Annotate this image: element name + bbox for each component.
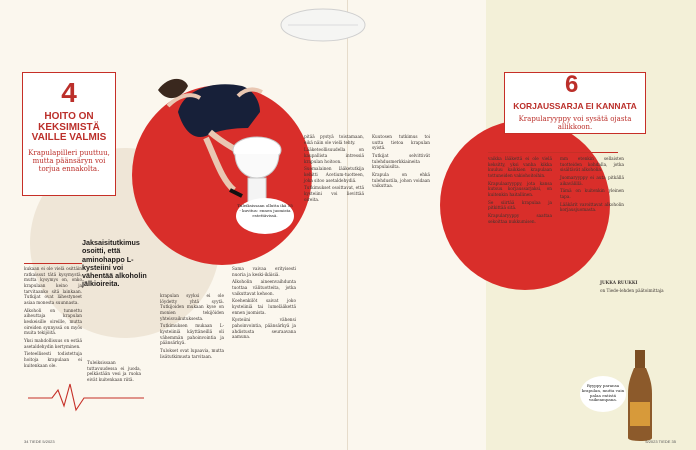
section-headline: HOITO ON KEKSIMISTÄ VAILLE VALMIS (31, 111, 107, 143)
photo-caption (236, 198, 294, 234)
paragraph: Tämä on kuitenkin yleinen tapa. (560, 188, 624, 200)
paragraph: kukaan ei ole vielä osittäin ratkaissut tätä kysymystä, mutta kysymys on, onko krapulaan keino ja tarvitaanko sitä lainkaan. Tutkijat ovat lähestyneet asiaa monesta suunnasta. (24, 266, 82, 306)
paragraph: pitää pystyä toistamaan, eikä näin ole vielä tehty. (304, 134, 364, 145)
paragraph: Kuutosen tutkimus toi uutta tietoa krapulan syistä. (372, 134, 430, 151)
paragraph: vaikka lääkettä ei ole vielä keksitty, yksi vanha kikka kuuluu kaikkien krapulaan tottuneiden vakiohoitoihin. (488, 156, 552, 179)
paragraph: Tutkijat selvittivät tulehdusmerkkiaineita krapulaisilta. (372, 153, 430, 170)
pill-icon (278, 4, 368, 46)
section-number: 4 (61, 77, 77, 108)
right-column-d (560, 156, 624, 215)
right-column-a (304, 134, 364, 204)
divider (24, 263, 82, 264)
paragraph: Koehenkilöt saivat joko kysteiiniä tai lumelääkettä ennen juomista. (232, 298, 296, 315)
paragraph: Lääkärit varoittavat alkoholin korjausjuomasta. (560, 201, 624, 213)
left-column-1 (24, 266, 82, 370)
left-column-3 (232, 266, 296, 342)
paragraph: krapulan syyksi ei ole löydetty yhtä syytä. Tutkijoiden mukaan kyse on monien tekijöiden yhteisvaikutuksesta. (160, 293, 224, 321)
paragraph: Lääketeollisuudella on kaupallista intressiä krapulan hoitoon. (304, 147, 364, 164)
paragraph: Alkoholi on tunnettu aiheuttaja krapulan keskeisille oireille, mutta oireiden synnyssä on myös muita tekijöitä. (24, 307, 82, 336)
left-column-2 (160, 293, 224, 361)
signature-note: on Tiede-lehden päätoimittaja (600, 287, 664, 293)
paragraph: mm etenkin sellaisten tuotteiden kohdalla, jotka sisältävät alkoholia. (560, 156, 624, 173)
heartbeat-line (28, 380, 144, 415)
right-column-b (372, 134, 430, 191)
section-deck: Krapulapilleri puuttuu, mutta päänsäryn voi torjua ennakolta. (28, 148, 110, 174)
section-number-right: 6 (565, 71, 579, 98)
bottle-icon (620, 350, 660, 446)
section-deck-right: Krapularyyppy voi sysätä ojasta allikkoon. (518, 115, 632, 132)
paragraph: Krapularyyppy saattaa sekoittaa nukkumisen. (488, 213, 552, 224)
page-gutter (347, 0, 348, 450)
signature-name: JUKKA RUUKKI (600, 280, 638, 285)
paragraph: Yksi mahdollisuus on estää asetaldehydin kertyminen. (24, 338, 82, 349)
section-headline-right: KORJAUSSARJA EI KANNATA (513, 101, 637, 111)
headline-box-6 (504, 72, 646, 134)
paragraph: Se siirtää krapulaa ja pitkittää sitä. (488, 199, 552, 211)
paragraph: Krapulaaryyppy, jota kansa kutsuu korjaussarjaksi, on kuitenkin haitallinen. (488, 180, 552, 198)
headline-box-4 (22, 72, 116, 196)
paragraph: Tulokset ovat lupaavia, mutta lisätutkimusta tarvitaan. (160, 348, 224, 359)
divider-right (488, 152, 618, 153)
paragraph: Tutkimuksen mukaan L-kysteiiniä käyttäneillä oli vähemmän pahoinvointia ja päänsärkyä. (160, 323, 224, 346)
paragraph: Kysteiini vähensi pahoinvointia, päänsärkyä ja ahdistusta seuraavana aamuna. (232, 317, 296, 340)
pull-quote: Jaksaisitutkimus osoitti, että aminohappo L-kysteiini voi vähentää alkoholin jälkioireita. (82, 238, 147, 289)
right-column-c (488, 156, 552, 226)
paragraph: Krapula on ehkä tulehdustila, johon voidaan vaikuttaa. (372, 172, 430, 189)
page-footer-left: 34 TIEDE 5/2023 (24, 439, 55, 444)
photo-caption-text: Tuleiksissaan ollutta ikä 55 - kuvitus: ennen juomista estettävissä. (237, 203, 293, 218)
bottle-caption-text: Ryyppy paransa krapulan, mutta vain palaa entistä vaikeampana. (581, 383, 625, 403)
paragraph: Sama vaivaa erityisesti nuoria ja keski-ikäisiä. (232, 266, 296, 277)
paragraph: Alkoholin aineenvaihdunta tuottaa välituotteita, jotka vaikuttavat kehoon. (232, 279, 296, 296)
paragraph: Tuleiksissaan tuttavuudessa ei juoda, pelkästään vesi ja ruoka eivät kuitenkaan riitä. (87, 360, 141, 383)
paragraph: Suomalainen lääketutkija kehitti Acetium-tuotteen, joka sitoo asetaldehydiä. (304, 166, 364, 183)
page-footer-right: 5/2023 TIEDE 35 (645, 439, 676, 444)
paragraph: Tutkimukset osoittavat, että kysteiini voi lievittää oireita. (304, 185, 364, 202)
paragraph: Juomaryyppy ei auta pitkällä aikavälillä. (560, 175, 624, 186)
paragraph: Tieteellisesti todistettuja hoitoja krapulaan ei kuitenkaan ole. (24, 351, 82, 368)
signature-block (600, 280, 670, 295)
